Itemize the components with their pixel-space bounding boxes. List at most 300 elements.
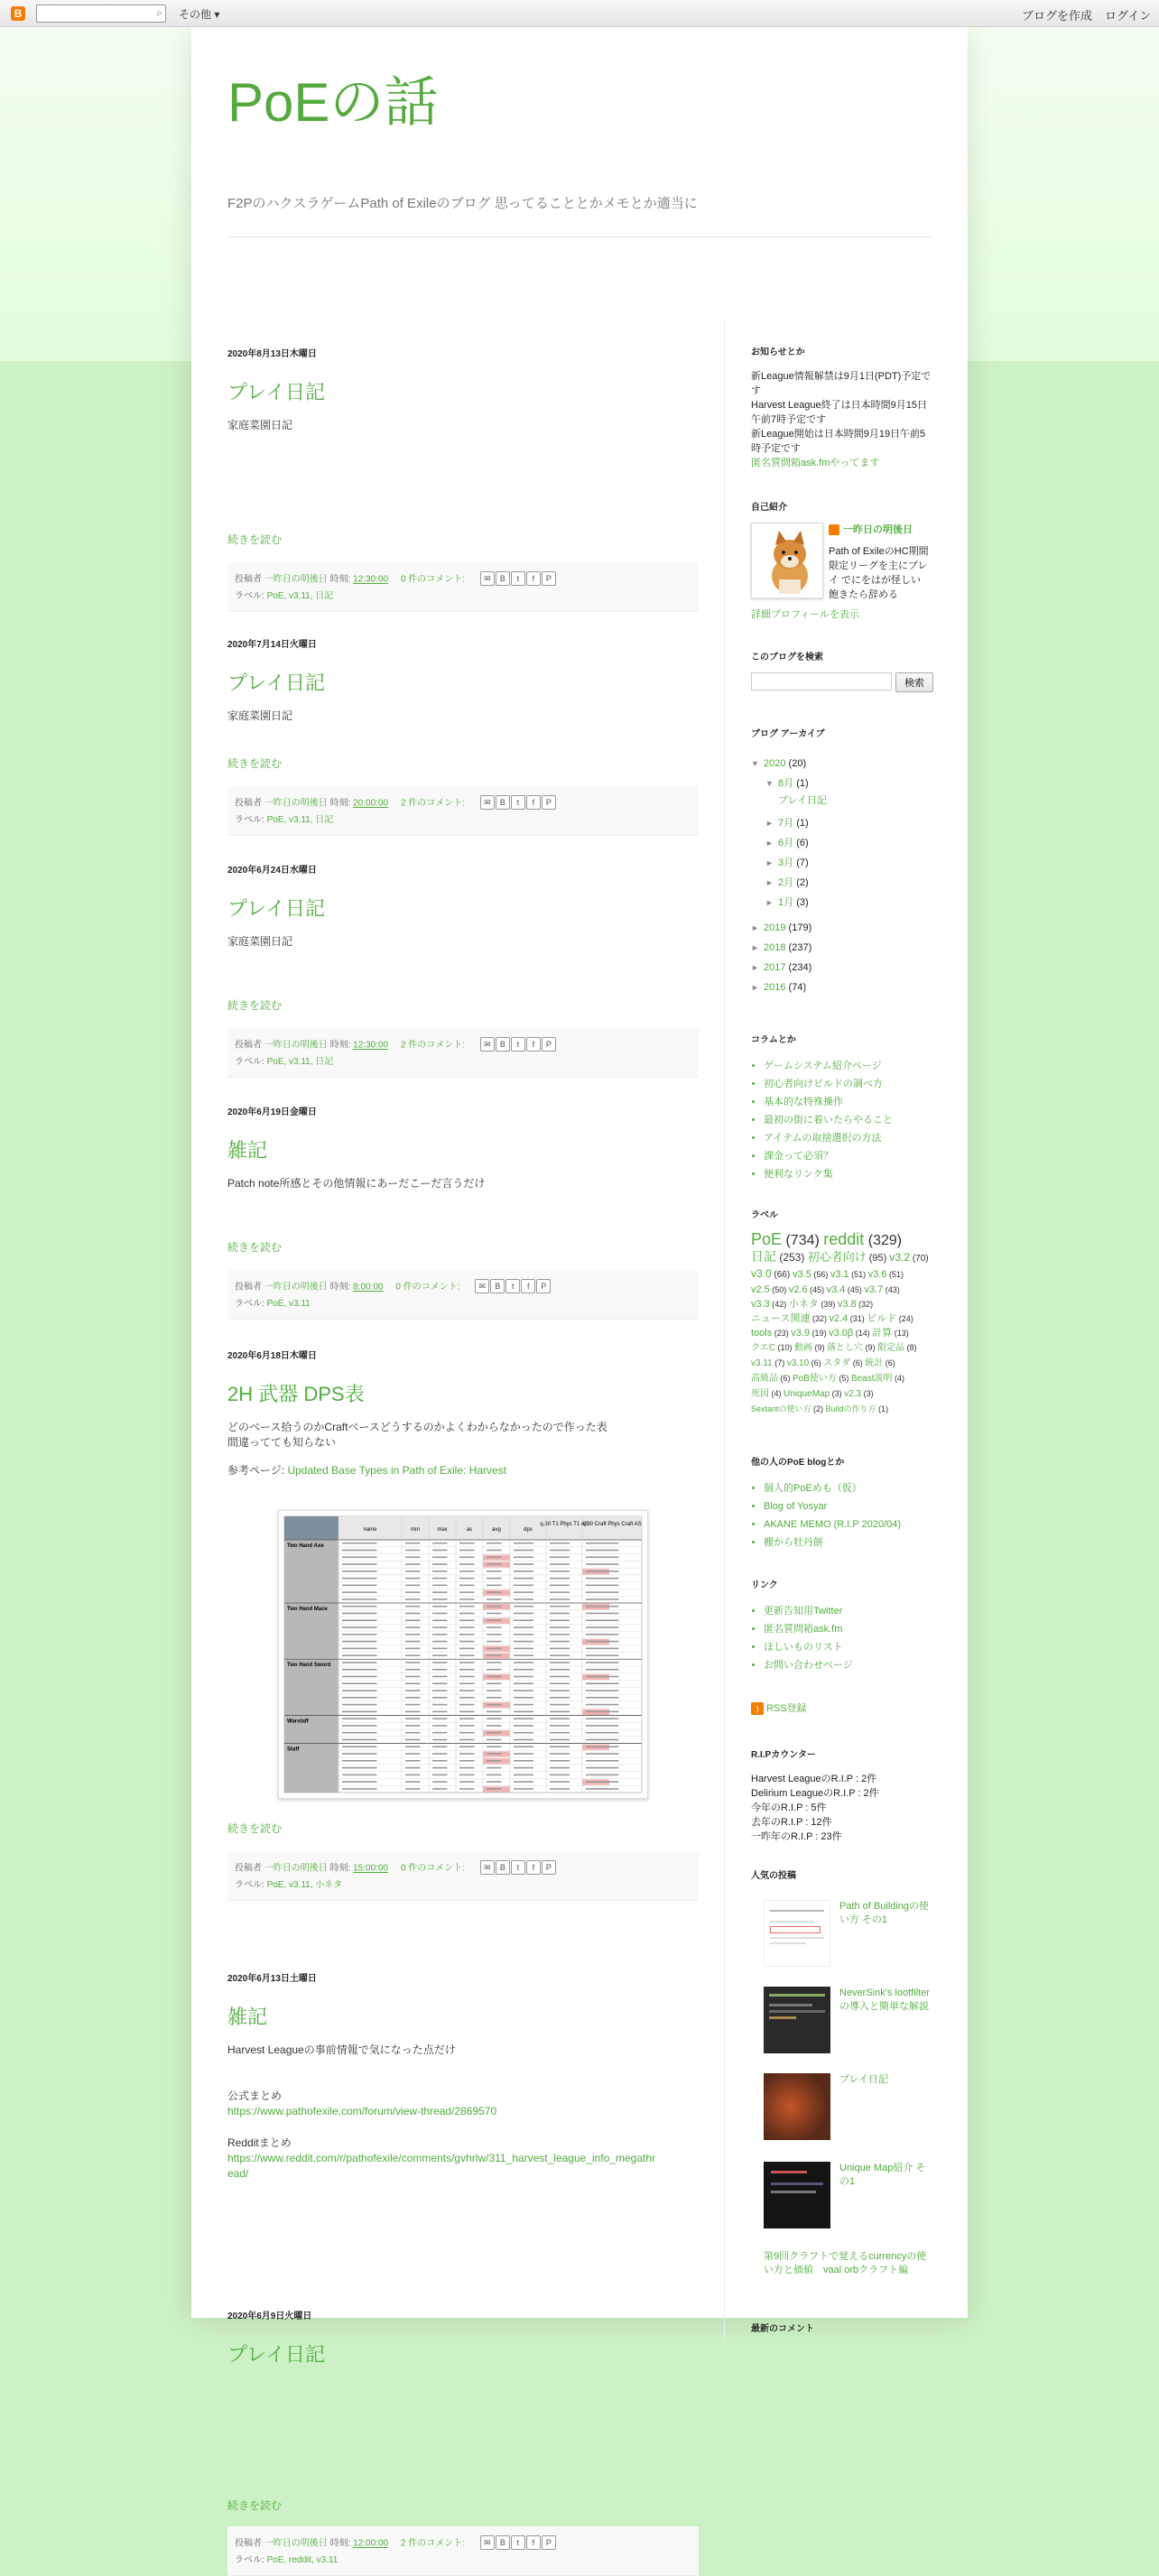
dps-table-image[interactable] (278, 1510, 648, 1799)
table-cell (586, 1746, 618, 1747)
archive-year[interactable]: ► 2018 (237) (751, 938, 932, 958)
time-link[interactable]: 12:30:00 (353, 1040, 389, 1051)
read-more-link[interactable]: 続きを読む (227, 533, 283, 546)
widget-title: このブログを検索 (751, 653, 823, 663)
author-link[interactable]: 一昨日の明後日 (264, 1863, 328, 1874)
pinterest-share-icon[interactable]: P (542, 1037, 556, 1052)
table-cell (459, 1654, 475, 1656)
label-tag[interactable]: 小ネタ (39) (788, 1299, 838, 1310)
table-cell (514, 1760, 533, 1762)
column-link[interactable]: • 便利なリンク集 (764, 1165, 932, 1183)
table-cell (342, 1634, 377, 1635)
table-cell (586, 1641, 618, 1643)
post-title[interactable]: プレイ日記 (227, 381, 326, 403)
table-cell (459, 1591, 475, 1593)
rip-line: 去年のR.I.P : 12件 (751, 1817, 832, 1828)
table-cell (586, 1774, 618, 1776)
table-cell (550, 1760, 570, 1762)
post (227, 1348, 699, 1890)
table-cell (514, 1641, 533, 1643)
table-cell (405, 1626, 421, 1628)
pinterest-share-icon[interactable]: P (542, 571, 556, 586)
label-tag[interactable]: v3.5 (56) (793, 1269, 830, 1280)
read-more-link[interactable]: 続きを読む (227, 757, 283, 770)
archive-year[interactable]: ► 2016 (74) (751, 978, 932, 997)
archive-month[interactable]: ► 3月 (7) (751, 853, 932, 873)
table-cell (586, 1619, 618, 1621)
table-cell (405, 1634, 421, 1635)
label-tag[interactable]: 計算 (13) (872, 1328, 909, 1339)
comments-link[interactable]: 2 件のコメント: (400, 1040, 466, 1051)
popular-post-link[interactable]: NeverSink's lootfilterの導入と簡単な解説 (839, 1988, 930, 2012)
table-cell (459, 1774, 475, 1776)
post-footer: 投稿者 一昨日の明後日 時刻: 12:00:00 2 件のコメント: ✉ B t f P ラベル: PoE, reddit, v3.11 (227, 2526, 699, 2576)
post-labels[interactable]: PoE, v3.11, 日記 (266, 1057, 334, 1067)
twitter-share-icon[interactable]: t (511, 1037, 525, 1052)
expand-toggle-icon[interactable]: ► (751, 943, 759, 952)
facebook-share-icon[interactable]: f (526, 1037, 541, 1052)
expand-toggle-icon[interactable]: ► (751, 923, 759, 932)
table-cell (514, 1732, 533, 1734)
post-title[interactable]: 雑記 (227, 1139, 268, 1162)
table-cell (550, 1725, 570, 1727)
table-cell (459, 1697, 475, 1699)
label-tag[interactable]: PoB使い方 (5) (793, 1374, 851, 1384)
popular-post-link[interactable]: プレイ日記 (839, 2074, 889, 2085)
label-tag[interactable]: Sextantの使い方 (2) (751, 1404, 826, 1413)
time-link[interactable]: 8:00:00 (353, 1282, 384, 1293)
facebook-share-icon[interactable]: f (521, 1279, 535, 1293)
comments-link[interactable]: 2 件のコメント: (400, 798, 466, 809)
blog-share-icon[interactable]: B (496, 2535, 510, 2550)
post-title[interactable]: 2H 武器 DPS表 (227, 1383, 365, 1405)
table-cell (586, 1711, 618, 1713)
post-thumbnail[interactable] (764, 2073, 830, 2140)
table-cell (342, 1682, 377, 1684)
table-cell (586, 1626, 618, 1628)
label-tag[interactable]: v3.10 (6) (786, 1358, 824, 1368)
table-cell (459, 1725, 475, 1727)
table-cell (586, 1718, 618, 1719)
notice-line: Harvest League終了は日本時間9月15日午前7時予定です (751, 400, 928, 425)
expand-toggle-icon[interactable]: ▼ (765, 779, 774, 788)
table-cell (550, 1578, 570, 1580)
blogger-icon (829, 524, 839, 535)
read-more-link[interactable]: 続きを読む (227, 1241, 283, 1254)
pinterest-share-icon[interactable]: P (536, 1279, 551, 1293)
view-profile-link[interactable]: 詳細プロフィールを表示 (751, 609, 859, 620)
post-date: 2020年6月19日金曜日 (227, 1107, 317, 1117)
table-cell (432, 1619, 448, 1621)
table-cell (550, 1585, 570, 1587)
post-date: 2020年6月24日水曜日 (227, 866, 317, 876)
profile-avatar[interactable] (751, 523, 823, 598)
table-cell (459, 1613, 475, 1615)
label-tag[interactable]: 死因 (4) (751, 1389, 784, 1399)
time-link[interactable]: 15:00:00 (353, 1863, 389, 1874)
post-body: Patch note所感とその他情報にあーだこーだ言うだけ (227, 1177, 486, 1190)
post-thumbnail[interactable] (764, 2162, 830, 2229)
other-blog-link[interactable]: • 棚から牡丹餅 (764, 1534, 932, 1552)
post-labels[interactable]: PoE, reddit, v3.11 (266, 2555, 338, 2565)
archive-year[interactable]: ► 2017 (234) (751, 958, 932, 978)
table-cell (550, 1634, 570, 1635)
table-cell (550, 1550, 570, 1552)
widget-title: 自己紹介 (751, 503, 787, 513)
table-cell (550, 1718, 570, 1719)
expand-toggle-icon[interactable]: ► (765, 819, 774, 828)
label-tag[interactable]: v3.0 (66) (751, 1267, 793, 1280)
post-date: 2020年7月14日火曜日 (227, 640, 317, 650)
column-link[interactable]: • 課金って必須？ (764, 1147, 932, 1165)
comments-link[interactable]: 2 件のコメント: (400, 2538, 466, 2549)
archive-year[interactable]: ► 2019 (179) (751, 918, 932, 938)
table-cell (405, 1781, 421, 1783)
blog-share-icon[interactable]: B (496, 1860, 510, 1875)
column-link[interactable]: • 最初の街に着いたらやること (764, 1111, 932, 1129)
table-cell (405, 1662, 421, 1663)
label-tag[interactable]: PoE (734) (751, 1230, 824, 1248)
rip-counter-widget (751, 1748, 932, 1844)
table-cell (342, 1767, 377, 1769)
table-cell (514, 1563, 533, 1565)
table-cell (487, 1781, 502, 1783)
search-button[interactable]: 検索 (895, 672, 933, 692)
sidebar-link[interactable]: • お問い合わせページ (764, 1656, 932, 1674)
login-link[interactable]: ログイン (1105, 9, 1152, 23)
table-cell (432, 1556, 448, 1558)
table-cell (432, 1626, 448, 1628)
comments-link[interactable]: 0 件のコメント: (395, 1282, 460, 1293)
label-tag[interactable]: v2.4 (31) (829, 1313, 867, 1324)
table-cell (459, 1690, 475, 1691)
table-cell (487, 1690, 502, 1691)
rss-subscribe-link[interactable]: RSS登録 (766, 1703, 807, 1714)
post-title[interactable]: プレイ日記 (227, 2343, 326, 2366)
table-cell (514, 1739, 533, 1741)
table-cell (586, 1563, 618, 1565)
table-cell (405, 1556, 421, 1558)
table-cell (342, 1626, 377, 1628)
label-tag[interactable]: tools (23) (751, 1328, 792, 1339)
official-summary-link[interactable]: https://www.pathofexile.com/forum/view-thread/2869570 (227, 2105, 497, 2117)
table-cell (405, 1550, 421, 1552)
blog-title[interactable]: PoEの話 (227, 72, 439, 133)
archive-month[interactable]: ► 1月 (3) (751, 893, 932, 913)
email-share-icon[interactable]: ✉ (475, 1279, 489, 1293)
label-tag[interactable]: v3.1 (51) (830, 1269, 868, 1280)
email-share-icon[interactable]: ✉ (480, 1860, 495, 1875)
label-tag[interactable]: v2.3 (3) (844, 1389, 874, 1399)
table-cell (459, 1626, 475, 1628)
table-cell (459, 1634, 475, 1635)
post-title[interactable]: 雑記 (227, 2006, 268, 2028)
table-cell (459, 1746, 475, 1747)
table-cell (432, 1591, 448, 1593)
twitter-share-icon[interactable]: t (511, 571, 525, 586)
label-tag[interactable]: スタダ (6) (823, 1358, 866, 1368)
table-cell (432, 1641, 448, 1643)
table-cell (459, 1585, 475, 1587)
table-cell (514, 1711, 533, 1713)
pinterest-share-icon[interactable]: P (542, 2535, 556, 2550)
profile-name[interactable]: 一昨日の明後日 (829, 523, 932, 537)
other-blog-link[interactable]: • 個人的PoEめも（仮） (764, 1479, 932, 1497)
table-cell (405, 1613, 421, 1615)
label-cloud (751, 1232, 932, 1416)
other-blog-link[interactable]: • Blog of Yosyar (764, 1497, 932, 1515)
table-cell (342, 1606, 377, 1608)
expand-toggle-icon[interactable]: ► (765, 898, 774, 907)
column-link[interactable]: • 初心者向けビルドの調べ方 (764, 1075, 932, 1093)
blog-search-input[interactable] (751, 672, 892, 690)
facebook-share-icon[interactable]: f (526, 1860, 541, 1875)
table-cell (514, 1654, 533, 1656)
other-blog-link[interactable]: • AKANE MEMO (R.I.P 2020/04) (764, 1515, 932, 1534)
table-cell (586, 1732, 618, 1734)
reference-link[interactable]: Updated Base Types in Path of Exile: Harvest (287, 1464, 507, 1477)
table-cell (432, 1676, 448, 1678)
post-footer: 投稿者 一昨日の明後日 時刻: 15:00:00 0 件のコメント: ✉ B t f P ラベル: PoE, v3.11, 小ネタ (227, 1851, 699, 1901)
email-share-icon[interactable]: ✉ (480, 1037, 495, 1052)
rip-line: 今年のR.I.P : 5件 (751, 1802, 827, 1813)
archive-year[interactable]: ▼ 2020 (20) (751, 754, 932, 774)
widget-title: 人気の投稿 (751, 1871, 796, 1881)
author-link[interactable]: 一昨日の明後日 (264, 1282, 328, 1293)
blogger-logo-icon[interactable]: B (11, 6, 25, 21)
label-tag[interactable]: 日記 (253) (751, 1249, 808, 1264)
popular-post-link[interactable]: Unique Map紹介 その1 (839, 2163, 926, 2187)
post-labels[interactable]: PoE, v3.11, 日記 (266, 591, 334, 601)
column-link[interactable]: • 基本的な特殊操作 (764, 1093, 932, 1111)
label-tag[interactable]: v3.4 (45) (826, 1284, 865, 1295)
table-cell (487, 1711, 502, 1713)
label-tag[interactable]: UniqueMap (3) (783, 1389, 845, 1399)
facebook-share-icon[interactable]: f (526, 2535, 541, 2550)
post-title[interactable]: プレイ日記 (227, 897, 326, 920)
table-cell (550, 1774, 570, 1776)
table-cell (432, 1739, 448, 1741)
pinterest-share-icon[interactable]: P (542, 1860, 556, 1875)
email-share-icon[interactable]: ✉ (480, 795, 495, 810)
read-more-link[interactable]: 続きを読む (227, 999, 283, 1012)
author-link[interactable]: 一昨日の明後日 (264, 574, 328, 585)
blog-share-icon[interactable]: B (496, 1037, 510, 1052)
widget-title: 最新のコメント (751, 2324, 814, 2334)
table-cell (459, 1550, 475, 1552)
label-tag[interactable]: Buildの作り方 (1) (825, 1404, 889, 1413)
author-link[interactable]: 一昨日の明後日 (264, 1040, 328, 1051)
notice-line: 新League情報解禁は9月1日(PDT)予定です (751, 371, 932, 396)
popular-post-link[interactable]: Path of Buildingの使い方 その1 (839, 1901, 930, 1925)
label-tag[interactable]: v3.0β (14) (829, 1328, 873, 1339)
table-cell (514, 1746, 533, 1747)
table-cell (405, 1704, 421, 1706)
label-tag[interactable]: v2.5 (50) (751, 1284, 789, 1295)
label-tag[interactable]: 高級品 (6) (751, 1374, 793, 1384)
post-thumbnail[interactable] (764, 1900, 830, 1967)
label-tag[interactable]: v3.3 (42) (751, 1299, 789, 1310)
read-more-link[interactable]: 続きを読む (227, 1822, 283, 1835)
time-link[interactable]: 12:30:00 (353, 574, 389, 585)
table-header-cell: avg (492, 1527, 501, 1533)
archive-month[interactable]: ► 2月 (2) (751, 873, 932, 893)
archive-post-link[interactable]: プレイ日記 (778, 795, 828, 806)
blog-header (227, 60, 932, 211)
label-tag[interactable]: v3.11 (7) (751, 1358, 787, 1368)
facebook-share-icon[interactable]: f (526, 795, 541, 810)
author-link[interactable]: 一昨日の明後日 (264, 798, 328, 809)
table-cell (514, 1725, 533, 1727)
label-tag[interactable]: v3.9 (19) (791, 1328, 830, 1339)
table-cell (342, 1725, 377, 1727)
table-cell (550, 1641, 570, 1643)
table-cell (550, 1626, 570, 1628)
rss-icon[interactable]: ) (751, 1702, 764, 1715)
widget-title: R.I.Pカウンター (751, 1750, 816, 1760)
label-tag[interactable]: ニュース関連 (32) (751, 1313, 830, 1324)
ask-fm-link[interactable]: 匿名質問箱ask.fmやってます (751, 458, 880, 468)
email-share-icon[interactable]: ✉ (480, 2535, 495, 2550)
expand-toggle-icon[interactable]: ► (765, 839, 774, 848)
label-tag[interactable]: ビルド (24) (867, 1313, 913, 1324)
column-link[interactable]: • アイテムの取捨選択の方法 (764, 1129, 932, 1147)
blog-share-icon[interactable]: B (496, 571, 510, 586)
sidebar-link[interactable]: • 更新告知用Twitter (764, 1602, 932, 1620)
pinterest-share-icon[interactable]: P (542, 795, 556, 810)
label-tag[interactable]: Beast説明 (4) (850, 1374, 905, 1384)
table-cell (586, 1606, 618, 1608)
table-cell (342, 1556, 377, 1558)
twitter-share-icon[interactable]: t (511, 2535, 525, 2550)
popular-posts-widget (751, 1869, 932, 2275)
twitter-share-icon[interactable]: t (511, 1860, 525, 1875)
create-blog-link[interactable]: ブログを作成 (1022, 9, 1093, 23)
time-link[interactable]: 12:00:00 (353, 2538, 389, 2549)
table-cell (342, 1746, 377, 1747)
table-cell (550, 1648, 570, 1650)
twitter-share-icon[interactable]: t (511, 795, 525, 810)
table-cell (487, 1606, 502, 1608)
table-cell (459, 1619, 475, 1621)
label-tag[interactable]: 統計 (6) (865, 1358, 895, 1368)
table-cell (405, 1760, 421, 1762)
post-title[interactable]: プレイ日記 (227, 672, 326, 694)
table-cell (405, 1571, 421, 1572)
expand-toggle-icon[interactable]: ► (751, 963, 759, 972)
table-cell (432, 1606, 448, 1608)
table-cell (487, 1613, 502, 1615)
popular-post-link[interactable]: 第9回クラフトで覚えるcurrencyの使い方と価値 vaal orbクラフト編 (764, 2251, 927, 2275)
navbar-more-menu[interactable]: その他 ▾ (179, 8, 220, 21)
label-tag[interactable]: reddit (329) (823, 1230, 903, 1248)
sidebar-link[interactable]: • 匿名質問箱ask.fm (764, 1620, 932, 1638)
table-cell (487, 1585, 502, 1587)
table-cell (487, 1648, 502, 1650)
label-tag[interactable]: クエC (10) (751, 1343, 795, 1353)
table-cell (342, 1718, 377, 1719)
table-cell (550, 1619, 570, 1621)
expand-toggle-icon[interactable]: ► (751, 983, 759, 992)
twitter-share-icon[interactable]: t (505, 1279, 520, 1293)
table-cell (405, 1543, 421, 1544)
table-cell (550, 1739, 570, 1741)
label-tag[interactable]: v2.6 (45) (788, 1284, 827, 1295)
label-tag[interactable]: 動画 (9) (794, 1343, 828, 1353)
email-share-icon[interactable]: ✉ (480, 571, 495, 586)
notice-widget (751, 346, 932, 470)
reddit-summary-link[interactable]: https://www.reddit.com/r/pathofexile/comments/gvhrlw/311_harvest_league_info_megathr ead/ (227, 2152, 656, 2180)
table-cell (550, 1556, 570, 1558)
expand-toggle-icon[interactable]: ▼ (751, 759, 759, 768)
facebook-share-icon[interactable]: f (526, 571, 541, 586)
table-header-cell: max (437, 1527, 448, 1533)
table-cell (550, 1682, 570, 1684)
table-cell (432, 1690, 448, 1691)
table-cell (432, 1654, 448, 1656)
table-cell (487, 1732, 502, 1734)
table-cell (487, 1788, 502, 1790)
table-cell (586, 1571, 618, 1572)
table-cell (459, 1676, 475, 1678)
comments-link[interactable]: 0 件のコメント: (400, 574, 466, 585)
table-cell (550, 1654, 570, 1656)
table-cell (432, 1648, 448, 1650)
table-cell (459, 1704, 475, 1706)
archive-month[interactable]: ► 6月 (6) (751, 833, 932, 853)
table-cell (342, 1591, 377, 1593)
column-link[interactable]: • ゲームシステム紹介ページ (764, 1057, 932, 1075)
table-cell (432, 1767, 448, 1769)
expand-toggle-icon[interactable]: ► (765, 858, 774, 867)
table-cell (514, 1606, 533, 1608)
table-cell (459, 1732, 475, 1734)
table-cell (514, 1578, 533, 1580)
post-labels[interactable]: PoE, v3.11, 小ネタ (266, 1880, 343, 1890)
table-cell (487, 1563, 502, 1565)
blog-share-icon[interactable]: B (490, 1279, 505, 1293)
post-thumbnail[interactable] (764, 1987, 830, 2053)
expand-toggle-icon[interactable]: ► (765, 878, 774, 887)
archive-month[interactable]: ▼ 8月 (1) (751, 774, 932, 793)
table-cell (405, 1585, 421, 1587)
post-labels[interactable]: PoE, v3.11 (266, 1299, 311, 1309)
time-link[interactable]: 20:00:00 (353, 798, 389, 809)
sidebar-link[interactable]: • ほしいものリスト (764, 1638, 932, 1656)
table-cell (342, 1711, 377, 1713)
label-tag[interactable]: v3.8 (32) (837, 1299, 874, 1310)
navbar-search-input[interactable] (36, 5, 166, 23)
author-link[interactable]: 一昨日の明後日 (264, 2538, 328, 2549)
search-icon[interactable]: ⌕ (156, 6, 162, 19)
page-container (191, 27, 968, 2565)
table-cell (342, 1697, 377, 1699)
comments-link[interactable]: 0 件のコメント: (400, 1863, 466, 1874)
header-row (338, 1516, 642, 1540)
label-tag[interactable]: v3.7 (43) (864, 1284, 900, 1295)
label-tag[interactable]: 初心者向け (95) (807, 1250, 890, 1264)
label-tag[interactable]: v3.6 (51) (867, 1269, 904, 1280)
label-tag[interactable]: 限定品 (8) (877, 1343, 917, 1353)
table-cell (514, 1682, 533, 1684)
table-cell (405, 1669, 421, 1671)
read-more-link[interactable]: 続きを読む (227, 2499, 283, 2512)
blog-share-icon[interactable]: B (496, 795, 510, 810)
label-tag[interactable]: 落とし穴 (9) (827, 1343, 878, 1353)
label-tag[interactable]: v3.2 (70) (889, 1251, 929, 1264)
archive-month[interactable]: ► 7月 (1) (751, 813, 932, 833)
post-labels[interactable]: PoE, v3.11, 日記 (266, 815, 334, 825)
